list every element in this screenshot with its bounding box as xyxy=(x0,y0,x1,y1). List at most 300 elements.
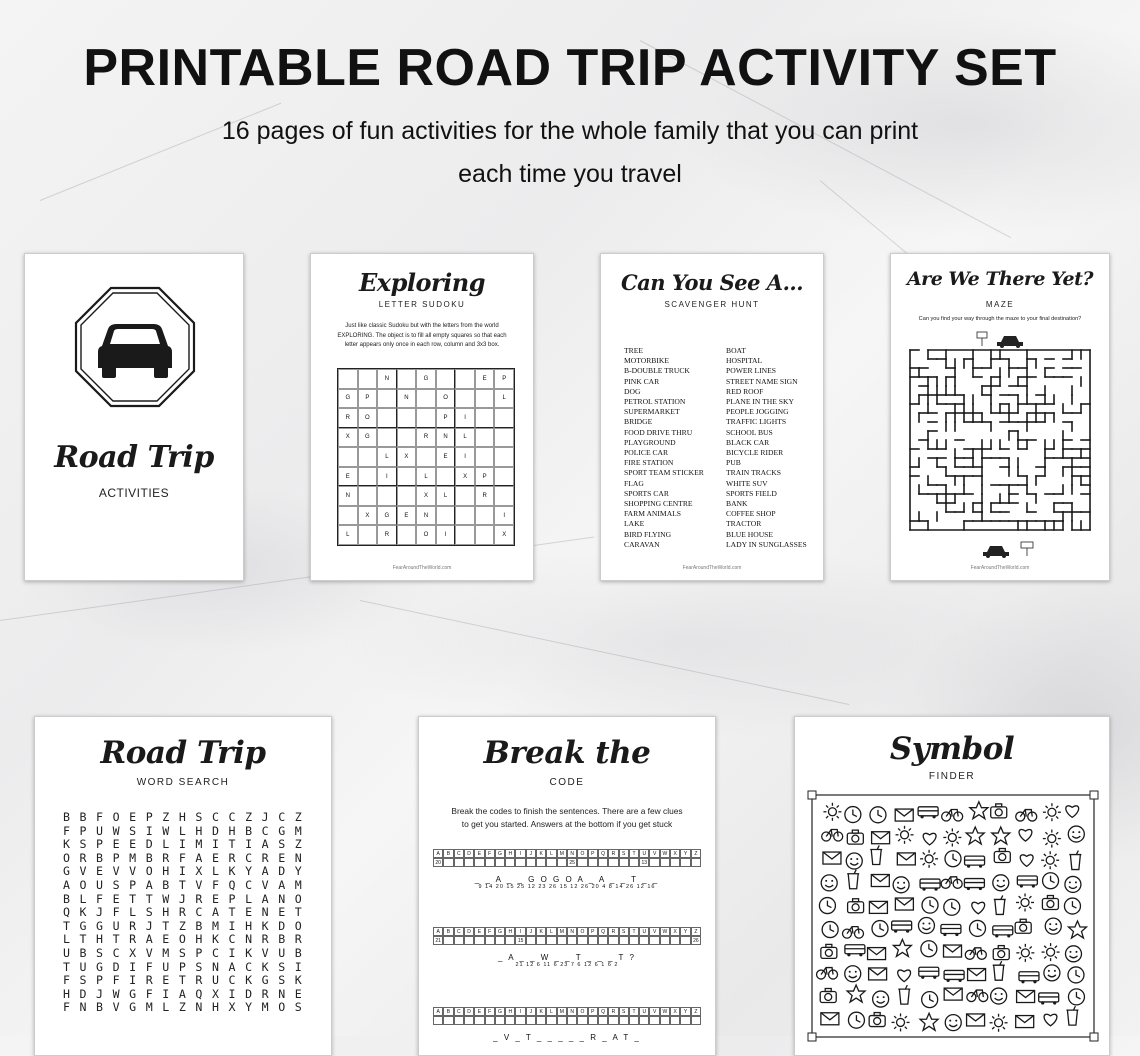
sun-icon xyxy=(990,1014,1008,1032)
sudoku-cell xyxy=(377,389,397,409)
code-cell xyxy=(443,858,453,867)
cup-icon xyxy=(898,985,910,1004)
code-cell: A xyxy=(433,927,443,936)
sudoku-cell xyxy=(494,486,514,506)
frame-handle xyxy=(808,791,816,799)
sun-icon xyxy=(1043,830,1061,848)
hunt-item: TRAFFIC LIGHTS xyxy=(726,417,787,427)
code-cell: H xyxy=(505,1007,515,1016)
code-cell: Y xyxy=(680,1007,690,1016)
code-cell: A xyxy=(433,1007,443,1016)
hunt-item: BLACK CAR xyxy=(726,437,770,447)
scavenger-hunt-page xyxy=(600,253,824,581)
sudoku-script-title: Exploring xyxy=(359,268,485,297)
code-cell xyxy=(557,858,567,867)
code-cell xyxy=(454,936,464,945)
sudoku-cell xyxy=(494,428,514,448)
code-cell xyxy=(649,1016,659,1025)
sudoku-cell xyxy=(358,369,378,389)
sudoku-cell xyxy=(475,428,495,448)
smiley-icon xyxy=(945,1015,961,1031)
frame-handle xyxy=(1090,791,1098,799)
code-cell xyxy=(515,1016,525,1025)
code-cell: F xyxy=(485,849,495,858)
sun-icon xyxy=(823,803,841,821)
code-cell: F xyxy=(485,927,495,936)
code-cell: P xyxy=(588,849,598,858)
code-cell xyxy=(485,1016,495,1025)
code-cell xyxy=(649,858,659,867)
code-cell: C xyxy=(454,849,464,858)
sudoku-cell xyxy=(475,408,495,428)
hunt-script-title: Can You See A... xyxy=(620,270,804,295)
code-cell: H xyxy=(505,927,515,936)
code-cell: N xyxy=(567,1007,577,1016)
hunt-item: POLICE CAR xyxy=(624,448,669,458)
code-cell: T xyxy=(629,1007,639,1016)
hunt-item: BIRD FLYING xyxy=(624,529,672,539)
sudoku-cell: N xyxy=(397,389,417,409)
code-cell: A xyxy=(433,849,443,858)
hunt-item: SHOPPING CENTRE xyxy=(624,499,693,509)
code-cell: T xyxy=(629,849,639,858)
hunt-item: FOOD DRIVE THRU xyxy=(624,427,693,437)
sudoku-cell: X xyxy=(397,447,417,467)
code-cell xyxy=(608,1016,618,1025)
camera-icon xyxy=(1015,919,1031,933)
code-cell xyxy=(588,936,598,945)
code-cell xyxy=(598,1016,608,1025)
sudoku-cell: L xyxy=(436,486,456,506)
hunt-label: SCAVENGER HUNT xyxy=(664,300,760,309)
code-cell xyxy=(485,858,495,867)
frame-handle xyxy=(1090,1033,1098,1041)
code-cell xyxy=(691,858,701,867)
sudoku-cell xyxy=(358,467,378,487)
sudoku-cell xyxy=(416,389,436,409)
sudoku-cell: I xyxy=(494,506,514,526)
sudoku-cell: L xyxy=(494,389,514,409)
bus-icon xyxy=(941,924,961,936)
heart-icon xyxy=(1020,855,1033,867)
heart-icon xyxy=(898,970,911,982)
clock-icon xyxy=(922,897,938,913)
code-cell: O xyxy=(577,927,587,936)
code-cell: 20 xyxy=(433,858,443,867)
sudoku-cell xyxy=(397,428,417,448)
wordsearch-script-title: Road Trip xyxy=(100,735,266,771)
smiley-icon xyxy=(893,877,909,893)
code-alphabet-row xyxy=(433,927,701,936)
code-cell xyxy=(680,858,690,867)
camera-icon xyxy=(821,944,837,958)
sudoku-cell xyxy=(475,389,495,409)
break-code-page xyxy=(418,716,716,1056)
sun-icon xyxy=(1043,803,1061,821)
code-cell: J xyxy=(526,849,536,858)
camera-icon xyxy=(994,849,1010,863)
code-cell xyxy=(639,936,649,945)
camera-icon xyxy=(869,1013,885,1027)
sudoku-cell xyxy=(455,369,475,389)
sudoku-cell: L xyxy=(416,467,436,487)
sudoku-cell xyxy=(455,486,475,506)
code-instructions xyxy=(429,805,705,830)
code-cell xyxy=(588,1016,598,1025)
code-script-title: Break the xyxy=(483,735,651,771)
wordsearch-grid xyxy=(35,811,331,1015)
hunt-item: POWER LINES xyxy=(726,366,776,376)
wordsearch-row: B B F O E P Z H S C C Z J C Z xyxy=(62,810,304,824)
smiley-icon xyxy=(1068,826,1084,842)
bus-icon xyxy=(892,921,912,933)
sudoku-cell: L xyxy=(455,428,475,448)
sudoku-cell xyxy=(475,525,495,545)
clock-icon xyxy=(848,1012,864,1028)
sudoku-cell: I xyxy=(455,408,475,428)
code-cell: V xyxy=(649,927,659,936)
word-search-page xyxy=(34,716,332,1056)
code-cell: H xyxy=(505,849,515,858)
hunt-item: PLAYGROUND xyxy=(624,437,676,447)
hunt-item: BOAT xyxy=(726,346,746,355)
wordsearch-row: G V E V V O H I X L K Y A D Y xyxy=(62,864,304,879)
clock-icon xyxy=(1064,898,1080,914)
code-cell: N xyxy=(567,927,577,936)
code-cell xyxy=(536,1016,546,1025)
code-cell xyxy=(619,936,629,945)
bus-icon xyxy=(965,856,985,868)
code-cell: U xyxy=(639,1007,649,1016)
code-cell: 15 xyxy=(515,936,525,945)
sudoku-cell xyxy=(338,369,358,389)
bus-icon xyxy=(1019,972,1039,984)
code-cell: M xyxy=(557,1007,567,1016)
code-cell xyxy=(464,936,474,945)
maze-grid xyxy=(908,348,1092,532)
code-cell: S xyxy=(619,927,629,936)
sudoku-cell xyxy=(416,447,436,467)
code-cell xyxy=(619,1016,629,1025)
symbol-grid xyxy=(808,791,1098,1041)
page-title: PRINTABLE ROAD TRIP ACTIVITY SET xyxy=(83,39,1057,97)
code-cell xyxy=(670,1016,680,1025)
code-cell: J xyxy=(526,927,536,936)
heart-icon xyxy=(1066,806,1079,818)
clock-icon xyxy=(822,922,838,938)
code-cell: V xyxy=(649,849,659,858)
bus-icon xyxy=(944,970,964,982)
code-cell xyxy=(495,1016,505,1025)
hunt-item: HOSPITAL xyxy=(726,356,763,366)
sudoku-cell: R xyxy=(475,486,495,506)
sun-icon xyxy=(1016,893,1034,911)
sudoku-cell: X xyxy=(358,506,378,526)
smiley-icon xyxy=(993,875,1009,891)
sudoku-cell xyxy=(397,467,417,487)
marble-vein xyxy=(360,600,849,705)
code-cell: W xyxy=(660,1007,670,1016)
code-cell xyxy=(433,1016,443,1025)
page-subtitle xyxy=(0,110,1140,196)
envelope-icon xyxy=(944,988,962,1000)
code-cell: V xyxy=(649,1007,659,1016)
envelope-icon xyxy=(869,968,887,980)
hunt-item: DOG xyxy=(624,386,641,396)
code-cell xyxy=(526,936,536,945)
code-cell xyxy=(598,936,608,945)
bicycle-icon xyxy=(1016,810,1037,822)
envelope-icon xyxy=(868,948,886,960)
code-cell xyxy=(505,936,515,945)
clock-icon xyxy=(845,807,861,823)
code-clue-row xyxy=(433,858,701,867)
sudoku-cell xyxy=(397,408,417,428)
sudoku-cell xyxy=(377,428,397,448)
code-cell xyxy=(526,1016,536,1025)
clock-icon xyxy=(819,898,835,914)
bicycle-icon xyxy=(942,810,963,822)
sun-icon xyxy=(1016,944,1034,962)
code-numbers-1: 9 14 20 15 25 12 23 26 15 12 26 20 4 8 14 26 12 16 xyxy=(478,884,656,890)
code-cell xyxy=(454,1016,464,1025)
sudoku-cell xyxy=(455,389,475,409)
code-cell xyxy=(474,1016,484,1025)
sun-icon xyxy=(920,850,938,868)
smiley-icon xyxy=(846,853,862,869)
hunt-item: COFFEE SHOP xyxy=(726,509,776,519)
sudoku-cell: N xyxy=(338,486,358,506)
code-cell xyxy=(567,1016,577,1025)
smiley-icon xyxy=(1065,946,1081,962)
code-cell: 26 xyxy=(691,936,701,945)
maze-instructions: Can you find your way through the maze to your final destination? xyxy=(918,316,1082,322)
code-cell xyxy=(577,858,587,867)
heart-icon xyxy=(923,833,936,845)
symbol-label: FINDER xyxy=(928,771,976,782)
hunt-item: LADY IN SUNGLASSES xyxy=(726,539,807,549)
sudoku-cell: R xyxy=(338,408,358,428)
code-cell xyxy=(691,1016,701,1025)
sudoku-cell xyxy=(436,506,456,526)
smiley-icon xyxy=(845,966,861,982)
smiley-icon xyxy=(873,991,889,1007)
symbol-script-title: Symbol xyxy=(889,731,1015,767)
sudoku-cell xyxy=(377,408,397,428)
car-sign-icon xyxy=(72,284,198,410)
code-alphabet-row xyxy=(433,849,701,858)
clock-icon xyxy=(970,920,986,936)
hunt-item: BLUE HOUSE xyxy=(726,529,774,539)
code-cell: Q xyxy=(598,927,608,936)
code-cell: Q xyxy=(598,849,608,858)
bus-icon xyxy=(993,926,1013,938)
cup-icon xyxy=(870,845,882,864)
sudoku-label: LETTER SUDOKU xyxy=(378,300,466,309)
sudoku-cell xyxy=(475,447,495,467)
envelope-icon xyxy=(944,945,962,957)
sudoku-cell xyxy=(455,525,475,545)
maze-footer: FearAroundTheWorld.com xyxy=(970,565,1030,571)
smiley-icon xyxy=(1044,965,1060,981)
hunt-item: MOTORBIKE xyxy=(624,356,670,366)
code-cell: C xyxy=(454,1007,464,1016)
clock-icon xyxy=(945,851,961,867)
sudoku-instructions: Just like classic Sudoku but with the letters from the world EXPLORING. The object is to fill all empty squares so that each letter appears only once in each row, column and 3x3 box. xyxy=(337,323,507,348)
code-cell: O xyxy=(577,1007,587,1016)
envelope-icon xyxy=(895,898,913,910)
bicycle-icon xyxy=(967,990,988,1002)
code-cell xyxy=(567,936,577,945)
star-icon xyxy=(970,802,988,819)
code-cell: B xyxy=(443,927,453,936)
cover-page xyxy=(24,253,244,581)
hunt-item: SPORTS FIELD xyxy=(726,488,777,498)
code-cell: L xyxy=(546,849,556,858)
wordsearch-row: T G G U R J T Z B M I H K D O xyxy=(62,918,304,933)
code-cell xyxy=(660,858,670,867)
code-cell xyxy=(629,858,639,867)
sudoku-cell: P xyxy=(494,369,514,389)
code-cell: B xyxy=(443,1007,453,1016)
heart-icon xyxy=(972,902,985,914)
sudoku-cell: I xyxy=(455,447,475,467)
code-cell: G xyxy=(495,1007,505,1016)
sudoku-cell xyxy=(338,447,358,467)
code-cell xyxy=(485,936,495,945)
hunt-item: BRIDGE xyxy=(624,417,653,427)
code-cell: X xyxy=(670,927,680,936)
bus-icon xyxy=(920,879,940,891)
cup-icon xyxy=(847,870,859,889)
code-cell xyxy=(443,936,453,945)
code-clue-row xyxy=(433,936,701,945)
code-cell xyxy=(546,936,556,945)
code-cell xyxy=(670,936,680,945)
bus-icon xyxy=(845,945,865,957)
sudoku-cell: P xyxy=(358,389,378,409)
hunt-item: SUPERMARKET xyxy=(624,407,680,417)
sudoku-cell: L xyxy=(377,447,397,467)
hunt-item: FIRE STATION xyxy=(624,458,674,468)
camera-icon xyxy=(820,988,836,1002)
cup-icon xyxy=(1069,851,1081,870)
maze-end-car-icon xyxy=(983,540,1043,558)
code-cell xyxy=(680,936,690,945)
sudoku-cell: E xyxy=(397,506,417,526)
bus-icon xyxy=(918,807,938,819)
wordsearch-row: K S P E E D L I M I T I A S Z xyxy=(62,837,304,852)
hunt-item: PUB xyxy=(726,458,741,468)
code-cell: S xyxy=(619,849,629,858)
code-puzzle-3 xyxy=(433,1007,701,1042)
code-cell xyxy=(536,858,546,867)
code-cell: D xyxy=(464,1007,474,1016)
envelope-icon xyxy=(897,853,915,865)
code-cell: N xyxy=(567,849,577,858)
bus-icon xyxy=(964,879,984,891)
sudoku-cell xyxy=(358,486,378,506)
maze-start-car-icon xyxy=(975,330,1035,348)
sudoku-cell: O xyxy=(358,408,378,428)
cover-label: ACTIVITIES xyxy=(98,486,170,500)
code-instructions-line-2: to get you started. Answers at the bottom if you get stuck xyxy=(461,818,673,829)
star-icon xyxy=(893,939,911,956)
hunt-item: SCHOOL BUS xyxy=(726,427,773,437)
clock-icon xyxy=(870,807,886,823)
sudoku-cell xyxy=(494,408,514,428)
code-cell: J xyxy=(526,1007,536,1016)
sudoku-cell: X xyxy=(455,467,475,487)
hunt-item: TRACTOR xyxy=(726,519,762,529)
hunt-item: PINK CAR xyxy=(624,376,660,386)
clock-icon xyxy=(1043,873,1059,889)
hunt-item: BICYCLE RIDER xyxy=(726,448,784,458)
star-icon xyxy=(920,1013,938,1030)
sudoku-cell: R xyxy=(416,428,436,448)
hunt-item: TRAIN TRACKS xyxy=(726,468,781,478)
sudoku-page xyxy=(310,253,534,581)
star-icon xyxy=(1068,921,1086,938)
sun-icon xyxy=(892,1013,910,1031)
sudoku-cell xyxy=(397,486,417,506)
code-cell: W xyxy=(660,849,670,858)
code-cell xyxy=(557,936,567,945)
wordsearch-row: F P U W S I W L H D H B C G M xyxy=(62,823,304,838)
code-cell xyxy=(588,858,598,867)
clock-icon xyxy=(872,921,888,937)
wordsearch-row: F S P F I R E T R U C K G S K xyxy=(62,973,304,988)
code-cell xyxy=(629,1016,639,1025)
code-cell xyxy=(608,936,618,945)
code-cell: D xyxy=(464,927,474,936)
code-cell: O xyxy=(577,849,587,858)
sudoku-cell xyxy=(436,369,456,389)
star-icon xyxy=(847,985,865,1002)
code-cell: 13 xyxy=(639,858,649,867)
code-cell: P xyxy=(588,927,598,936)
code-cell xyxy=(680,1016,690,1025)
smiley-icon xyxy=(1045,918,1061,934)
envelope-icon xyxy=(871,875,889,887)
code-cell: 25 xyxy=(567,858,577,867)
code-cell: X xyxy=(670,849,680,858)
sun-icon xyxy=(1042,943,1060,961)
wordsearch-row: Q K J F L S H R C A T E N E T xyxy=(62,905,304,920)
wordsearch-row: A O U S P A B T V F Q C V A M xyxy=(62,877,304,892)
code-cell: Z xyxy=(691,849,701,858)
code-cell: D xyxy=(464,849,474,858)
camera-icon xyxy=(847,830,863,844)
code-cell xyxy=(505,858,515,867)
code-cell xyxy=(660,936,670,945)
sudoku-cell: O xyxy=(436,389,456,409)
sudoku-cell: L xyxy=(338,525,358,545)
code-cell: E xyxy=(474,927,484,936)
clock-icon xyxy=(944,899,960,915)
clock-icon xyxy=(1068,989,1084,1005)
hunt-item: PEOPLE JOGGING xyxy=(726,407,789,417)
sudoku-cell: X xyxy=(416,486,436,506)
code-cell: G xyxy=(495,849,505,858)
clock-icon xyxy=(1068,967,1084,983)
code-cell xyxy=(619,858,629,867)
sudoku-cell: O xyxy=(416,525,436,545)
code-cell: F xyxy=(485,1007,495,1016)
code-clue-row xyxy=(433,1016,701,1025)
code-cell: Z xyxy=(691,1007,701,1016)
sudoku-cell: P xyxy=(475,467,495,487)
